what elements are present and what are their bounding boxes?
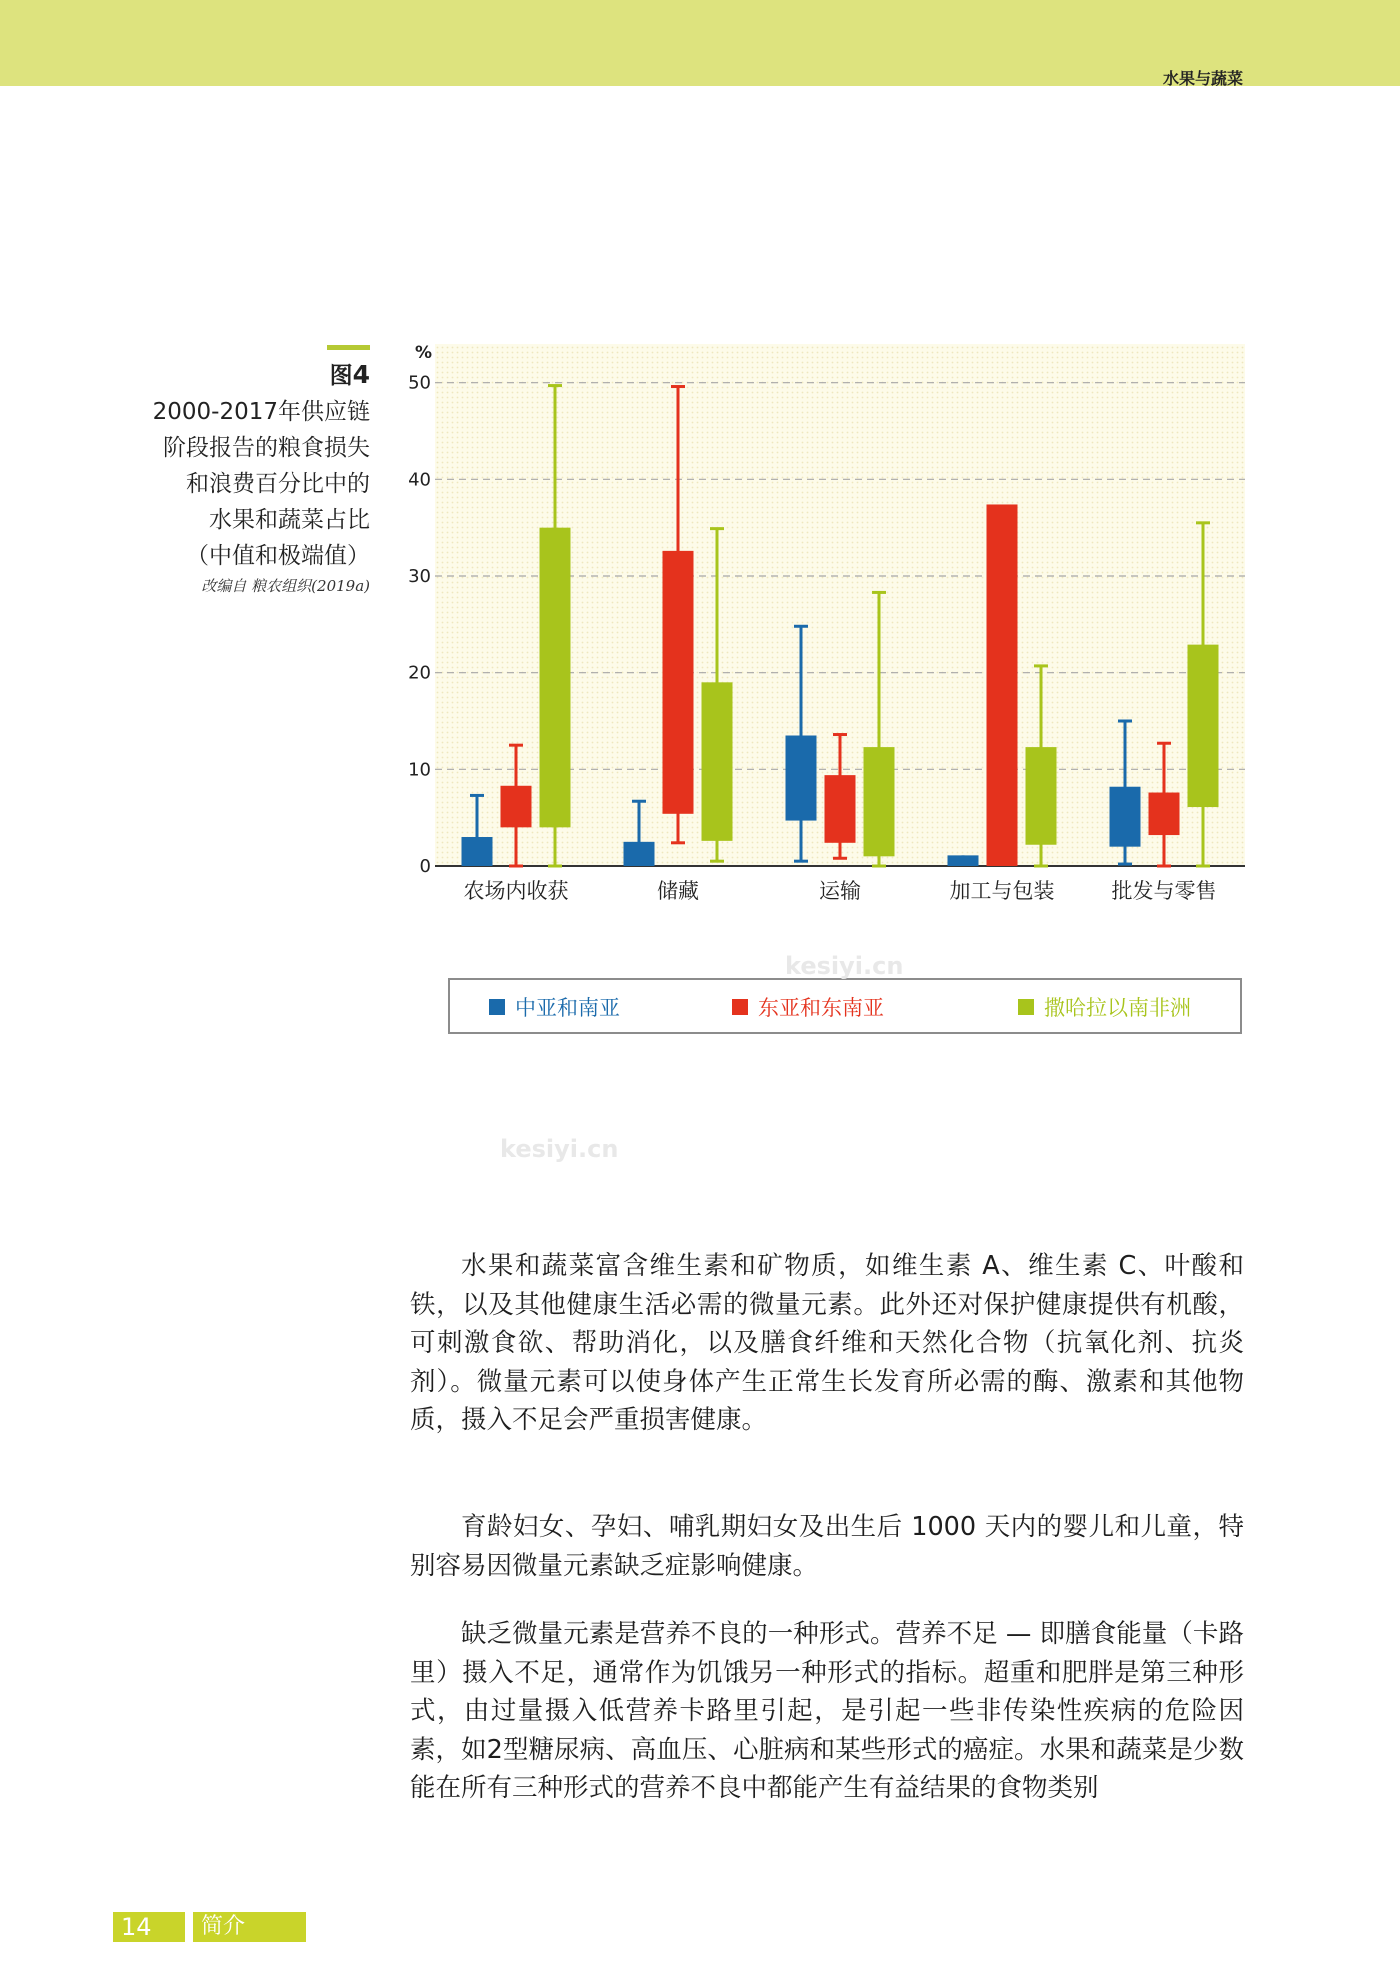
section-title: 水果与蔬菜 xyxy=(1162,69,1243,88)
figure-caption xyxy=(80,357,370,598)
legend-swatch xyxy=(732,999,748,1015)
box-东亚和东南亚 xyxy=(1149,793,1180,836)
body-paragraph xyxy=(410,1508,1244,1585)
box-撒哈拉以南非洲 xyxy=(1188,645,1219,807)
box-东亚和东南亚 xyxy=(663,551,694,814)
x-tick-label: 储藏 xyxy=(657,879,699,903)
x-tick-label: 批发与零售 xyxy=(1111,879,1217,903)
y-tick-label: 10 xyxy=(408,759,431,781)
footer-section: 简介 xyxy=(193,1912,306,1942)
watermark: kesiyi.cn xyxy=(785,952,904,980)
box-撒哈拉以南非洲 xyxy=(540,528,571,828)
y-tick-label: 0 xyxy=(419,856,431,877)
page-number: 14 xyxy=(113,1912,185,1942)
box-东亚和东南亚 xyxy=(501,786,532,828)
legend-swatch xyxy=(489,999,505,1015)
paragraph-text: 缺乏微量元素是营养不良的一种形式。营养不足 — 即膳食能量（卡路里）摄入不足，通常作为饥饿另一种形式的指标。超重和肥胖是第三种形式，由过量摄入低营养卡路里引起，是引起一些非传染性疾病的危险因素，如2型糖尿病、高血压、心脏病和某些形式的癌症。水果和蔬菜是少数能在所有三种形式的营养不良中都能产生有益结果的食物类别 xyxy=(410,1619,1244,1803)
box-东亚和东南亚 xyxy=(987,504,1018,866)
legend-label: 撒哈拉以南非洲 xyxy=(1044,996,1191,1020)
paragraph-text: 育龄妇女、孕妇、哺乳期妇女及出生后 1000 天内的婴儿和儿童，特别容易因微量元素缺乏症影响健康。 xyxy=(410,1512,1244,1581)
box-撒哈拉以南非洲 xyxy=(1026,747,1057,845)
caption-line: 阶段报告的粮食损失 xyxy=(163,435,370,461)
box-中亚和南亚 xyxy=(786,736,817,821)
x-tick-label: 加工与包装 xyxy=(949,879,1055,903)
caption-line: 2000-2017年供应链 xyxy=(152,399,370,425)
box-撒哈拉以南非洲 xyxy=(702,682,733,841)
y-axis-label: % xyxy=(415,343,433,363)
figure-number-value: 4 xyxy=(352,360,370,389)
body-paragraph xyxy=(410,1615,1244,1808)
box-中亚和南亚 xyxy=(1110,787,1141,847)
caption-line: 水果和蔬菜占比 xyxy=(209,507,370,533)
legend-item-east-southeast-asia xyxy=(732,994,884,1020)
watermark: kesiyi.cn xyxy=(500,1135,619,1163)
y-tick-label: 30 xyxy=(408,566,431,587)
y-tick-label: 20 xyxy=(408,662,431,684)
caption-line: （中值和极端值） xyxy=(186,543,370,569)
y-tick-label: 40 xyxy=(408,469,431,491)
box-撒哈拉以南非洲 xyxy=(864,747,895,856)
figure-number xyxy=(80,357,370,394)
x-tick-label: 运输 xyxy=(819,879,861,903)
legend-label: 东亚和东南亚 xyxy=(758,996,884,1020)
figure-source: 改编自 粮农组织(2019a) xyxy=(201,577,370,595)
figure-rule xyxy=(327,345,370,350)
y-tick-label: 50 xyxy=(408,372,431,394)
legend-label: 中亚和南亚 xyxy=(515,996,620,1020)
legend-swatch xyxy=(1018,999,1034,1015)
paragraph-text: 水果和蔬菜富含维生素和矿物质，如维生素 A、维生素 C、叶酸和铁，以及其他健康生活必需的微量元素。此外还对保护健康提供有机酸，可刺激食欲、帮助消化，以及膳食纤维和天然化合物（抗氧化剂、抗炎剂）。微量元素可以使身体产生正常生长发育所必需的酶、激素和其他物质，摄入不足会严重损害健康。 xyxy=(410,1251,1244,1435)
box-中亚和南亚 xyxy=(948,855,979,866)
box-东亚和东南亚 xyxy=(825,775,856,843)
box-中亚和南亚 xyxy=(624,842,655,866)
body-paragraph xyxy=(410,1247,1244,1440)
chart-legend xyxy=(448,978,1242,1034)
legend-item-central-south-asia xyxy=(489,994,620,1020)
boxplot-chart xyxy=(395,330,1250,910)
box-中亚和南亚 xyxy=(462,837,493,866)
figure-number-prefix: 图 xyxy=(329,363,353,389)
x-tick-label: 农场内收获 xyxy=(463,879,569,903)
legend-item-sub-saharan-africa xyxy=(1018,994,1191,1020)
caption-line: 和浪费百分比中的 xyxy=(186,471,370,497)
